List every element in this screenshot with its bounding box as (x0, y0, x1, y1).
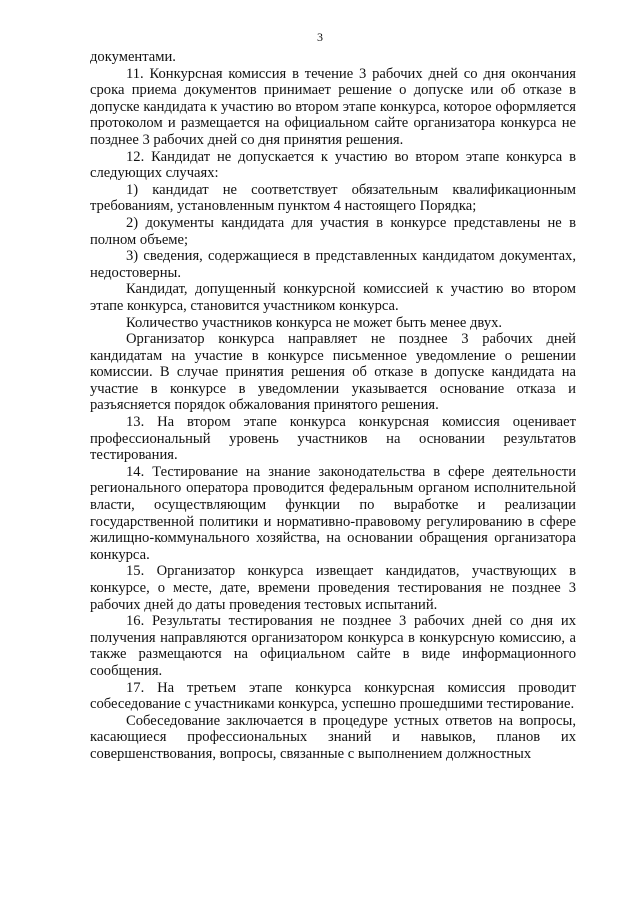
paragraph-item-13: 13. На втором этапе конкурса конкурсная комиссия оценивает профессиональный уровень участников на основании результатов тестирования. (90, 414, 576, 464)
paragraph-admitted-candidate: Кандидат, допущенный конкурсной комиссией к участию во втором этапе конкурса, становится участником конкурса. (90, 281, 576, 314)
paragraph-item-16: 16. Результаты тестирования не позднее 3 рабочих дней со дня их получения направляются организатором конкурса в конкурсную комиссию, а также размещаются на официальном сайте в виде информационного сообщения. (90, 613, 576, 679)
page-number: 3 (317, 30, 323, 44)
paragraph-item-14: 14. Тестирование на знание законодательства в сфере деятельности регионального оператора проводится федеральным органом исполнительной власти, осуществляющим функции по выработке и реализации государственной политики и нормативно-правовому регулированию в сфере жилищно-коммунального хозяйства, на основании обращения организатора конкурса. (90, 463, 576, 563)
paragraph-subitem-2: 2) документы кандидата для участия в конкурсе представлены не в полном объеме; (90, 214, 576, 248)
paragraph-item-12: 12. Кандидат не допускается к участию во втором этапе конкурса в следующих случаях: (90, 148, 576, 182)
paragraph-participant-count: Количество участников конкурса не может быть менее двух. (126, 314, 503, 331)
paragraph-continuation: документами. (90, 49, 176, 65)
paragraph-interview: Собеседование заключается в процедуре устных ответов на вопросы, касающиеся профессиональных знаний и навыков, планов их совершенствования, вопросы, связанные с выполнением должностных (90, 712, 576, 762)
paragraph-notification: Организатор конкурса направляет не позднее 3 рабочих дней кандидатам на участие в конкурсе письменное уведомление о решении комиссии. В случае принятия решения об отказе в допуске кандидата на участие в конкурсе в уведомлении указывается основание отказа и разъясняется порядок обжалования принятого решения. (90, 331, 576, 414)
paragraph-item-11: 11. Конкурсная комиссия в течение 3 рабочих дней со дня окончания срока приема документов принимает решение о допуске или об отказе в допуске кандидата к участию во втором этапе конкурса, которое оформляется протоколом и размещается на официальном сайте организатора конкурса не позднее 3 рабочих дней со дня принятия решения. (90, 65, 576, 148)
paragraph-subitem-3: 3) сведения, содержащиеся в представленных кандидатом документах, недостоверны. (90, 248, 576, 281)
paragraph-subitem-1: 1) кандидат не соответствует обязательным квалификационным требованиям, установленным пунктом 4 настоящего Порядка; (90, 181, 576, 215)
paragraph-item-17: 17. На третьем этапе конкурса конкурсная комиссия проводит собеседование с участниками конкурса, успешно прошедшими тестирование. (90, 679, 576, 713)
paragraph-item-15: 15. Организатор конкурса извещает кандидатов, участвующих в конкурсе, о месте, дате, времени проведения тестирования не позднее 3 рабочих дней до даты проведения тестовых испытаний. (90, 563, 576, 613)
document-body (90, 49, 576, 763)
